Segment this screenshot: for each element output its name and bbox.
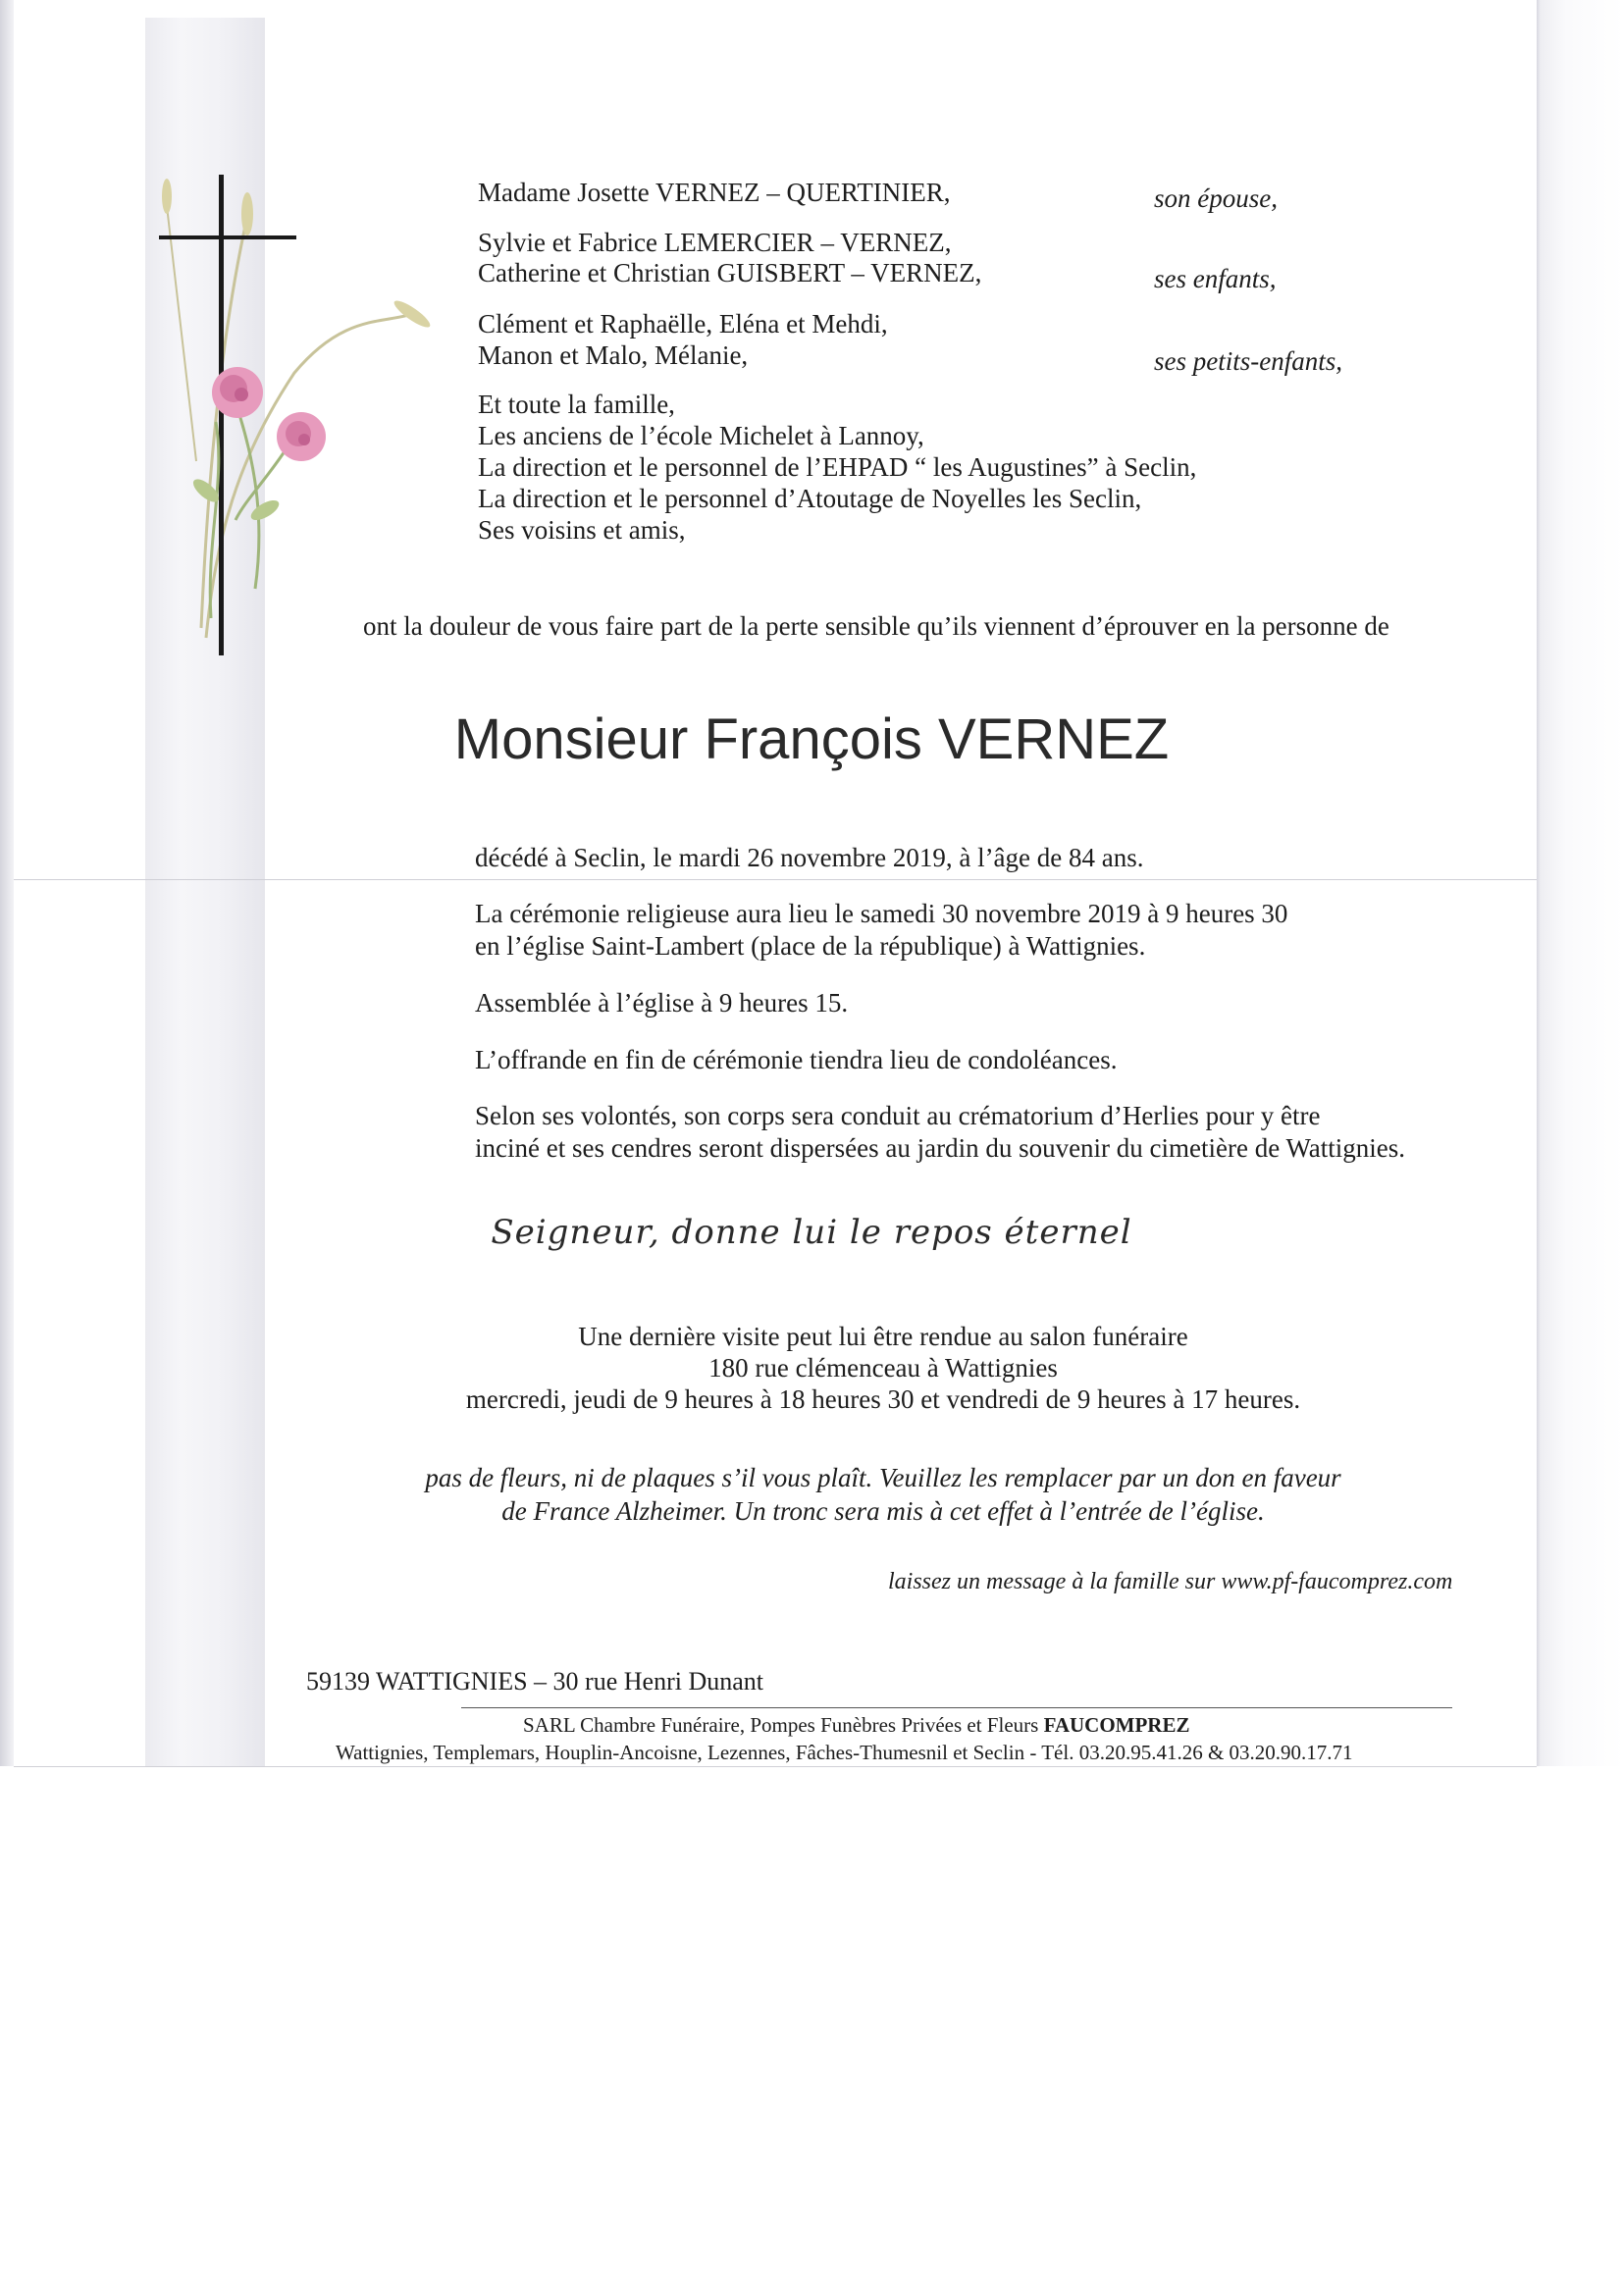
prayer-text: Seigneur, donne lui le repos éternel [491, 1213, 1132, 1252]
deceased-name: Monsieur François VERNEZ [453, 707, 1170, 771]
wishes-line-1: Selon ses volontés, son corps sera conduit au crématorium d’Herlies pour y être [475, 1101, 1321, 1130]
footer-company [523, 1713, 1190, 1738]
death-text: décédé à Seclin, le mardi 26 novembre 2019, à l’âge de 84 ans. [475, 843, 1144, 872]
family-line-spouse: Madame Josette VERNEZ – QUERTINIER, [478, 178, 951, 207]
assembly-text: Assemblée à l’église à 9 heures 15. [475, 988, 849, 1018]
footer-rule [461, 1707, 1452, 1708]
family-line-atoutage: La direction et le personnel d’Atoutage de Noyelles les Seclin, [478, 484, 1142, 513]
footer-locations: Wattignies, Templemars, Houplin-Ancoisne, Lezennes, Fâches-Thumesnil et Seclin - Tél. 03.20.95.41.26 & 03.20.90.17.71 [336, 1741, 1353, 1764]
role-children: ses enfants, [1154, 264, 1277, 293]
cross-horizontal [159, 235, 296, 239]
footer-company-name: FAUCOMPREZ [1043, 1713, 1190, 1737]
family-line-grandchildren-2: Manon et Malo, Mélanie, [478, 340, 749, 370]
family-line-ehpad: La direction et le personnel de l’EHPAD “ les Augustines” à Seclin, [478, 452, 1197, 482]
offering-text: L’offrande en fin de cérémonie tiendra lieu de condoléances. [475, 1045, 1118, 1074]
family-line-neighbours: Ses voisins et amis, [478, 515, 686, 545]
scan-edge-right [1537, 0, 1623, 1766]
family-line-all: Et toute la famille, [478, 390, 675, 419]
visit-line-1: Une dernière visite peut lui être rendue au salon funéraire [578, 1322, 1188, 1351]
family-line-children-2: Catherine et Christian GUISBERT – VERNEZ, [478, 258, 982, 287]
visit-line-3: mercredi, jeudi de 9 heures à 18 heures 30 et vendredi de 9 heures à 17 heures. [465, 1384, 1301, 1414]
cross-vertical [219, 175, 224, 655]
flowers-line-2: de France Alzheimer. Un tronc sera mis à cet effet à l’entrée de l’église. [501, 1496, 1265, 1526]
role-grandchildren: ses petits-enfants, [1154, 346, 1342, 376]
scan-edge-left [0, 0, 14, 1766]
flowers-line-1: pas de fleurs, ni de plaques s’il vous plaît. Veuillez les remplacer par un don en faveur [425, 1463, 1341, 1492]
wishes-line-2: inciné et ses cendres seront dispersées au jardin du souvenir du cimetière de Wattignies. [475, 1133, 1406, 1163]
family-line-grandchildren-1: Clément et Raphaëlle, Eléna et Mehdi, [478, 309, 888, 339]
visit-line-2: 180 rue clémenceau à Wattignies [708, 1353, 1058, 1383]
family-line-children-1: Sylvie et Fabrice LEMERCIER – VERNEZ, [478, 228, 952, 257]
family-line-school: Les anciens de l’école Michelet à Lannoy, [478, 421, 924, 450]
fold-line [14, 879, 1537, 880]
page-bottom-edge [14, 1766, 1537, 1767]
footer-address: 59139 WATTIGNIES – 30 rue Henri Dunant [306, 1667, 763, 1696]
cross-with-roses-icon [147, 167, 442, 667]
role-spouse: son épouse, [1154, 183, 1278, 213]
announcement-text: ont la douleur de vous faire part de la perte sensible qu’ils viennent d’éprouver en la personne de [363, 611, 1389, 641]
message-text: laissez un message à la famille sur www.pf-faucomprez.com [888, 1569, 1453, 1594]
ceremony-line-2: en l’église Saint-Lambert (place de la république) à Wattignies. [475, 931, 1146, 961]
ceremony-line-1: La cérémonie religieuse aura lieu le samedi 30 novembre 2019 à 9 heures 30 [475, 899, 1288, 928]
footer-company-prefix: SARL Chambre Funéraire, Pompes Funèbres Privées et Fleurs [523, 1713, 1044, 1737]
